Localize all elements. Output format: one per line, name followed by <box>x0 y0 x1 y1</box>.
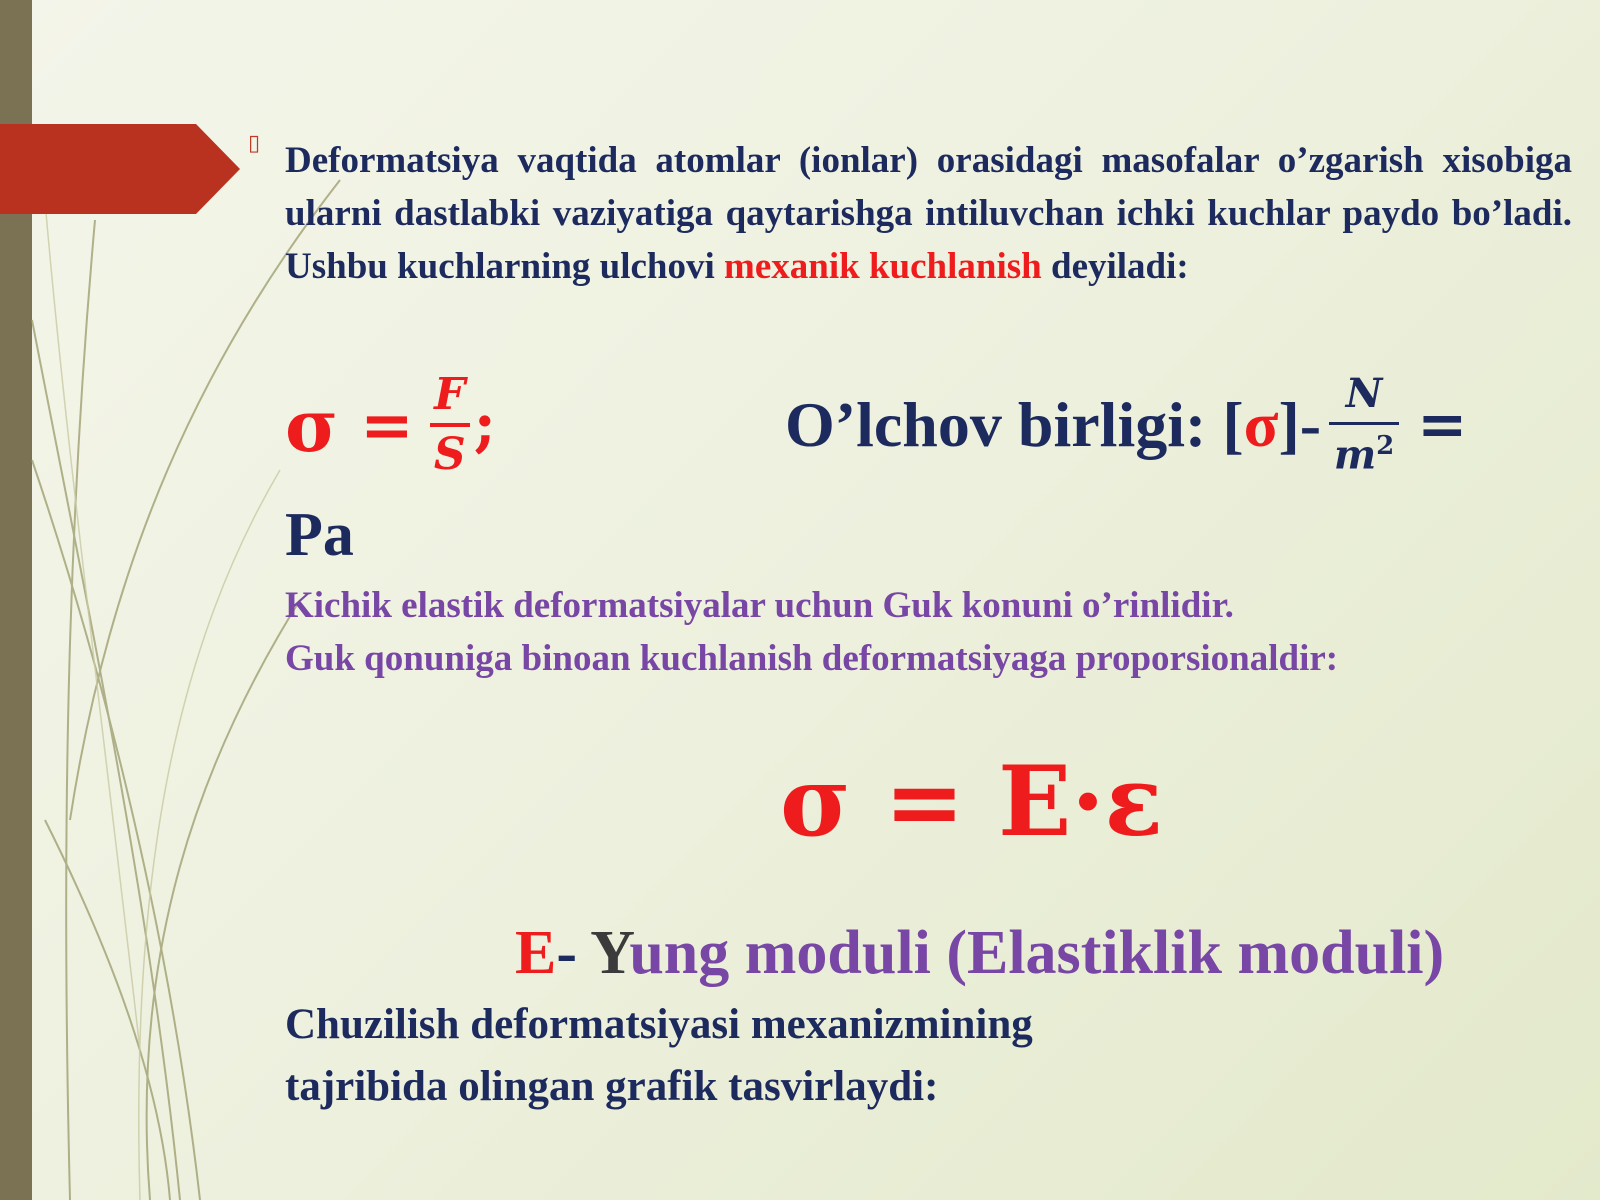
units-denominator <box>1333 431 1395 479</box>
bullet-icon: ▯ <box>248 130 261 155</box>
units-label: O’lchov birligi: [ <box>785 389 1244 460</box>
hooke-line-2: Guk qonuniga binoan kuchlanish deformatsiyaga proporsionaldir: <box>285 638 1339 679</box>
semicolon: ; <box>473 390 496 460</box>
closing-line-1: Chuzilish deformatsiyasi mexanizmining <box>285 1001 1033 1048</box>
force-area-fraction <box>430 369 470 480</box>
young-e: E <box>515 919 557 987</box>
units-denominator-exp: 2 <box>1376 431 1395 462</box>
closing-line-2: tajribida olingan grafik tasvirlaydi: <box>285 1063 939 1110</box>
denominator-s: S <box>433 429 466 480</box>
hooke-formula: σ = E·ε <box>780 745 1164 858</box>
intro-text-part1: Deformatsiya vaqtida atomlar (ionlar) orasidagi masofalar o’zgarish xisobiga ularni dastlabki vaziyatiga qaytarishga intiluvchan ichki kuchlar paydo bo’ladi. Ushbu kuchlarning ulchovi <box>285 140 1572 287</box>
units-close: ]- <box>1278 389 1322 460</box>
units-numerator: N <box>1345 370 1383 418</box>
sigma-symbol: σ <box>285 382 339 468</box>
units-fraction-bar <box>1329 422 1399 425</box>
equals-sign: = <box>360 387 414 463</box>
young-rest: ung moduli (Elastiklik moduli) <box>629 919 1445 987</box>
units-sigma: σ <box>1243 389 1279 460</box>
intro-paragraph <box>285 134 1572 293</box>
numerator-f: F <box>434 369 466 420</box>
unit-pascal: Pa <box>285 501 354 569</box>
young-y: Y <box>590 919 630 987</box>
young-modulus-line <box>515 918 1444 989</box>
intro-text-part2: deyiladi: <box>1041 246 1189 287</box>
young-dash: - <box>556 919 591 987</box>
hooke-line-1: Kichik elastik deformatsiyalar uchun Guk konuni o’rinlidir. <box>285 585 1234 626</box>
units-denominator-base: m <box>1333 431 1377 479</box>
units-fraction <box>1329 370 1399 479</box>
fraction-bar <box>430 423 470 427</box>
highlight-term: mexanik kuchlanish <box>724 246 1042 287</box>
stress-formula <box>285 350 496 500</box>
units-line <box>785 360 1467 490</box>
banner-arrow <box>0 124 240 214</box>
units-equals: = <box>1417 390 1468 460</box>
